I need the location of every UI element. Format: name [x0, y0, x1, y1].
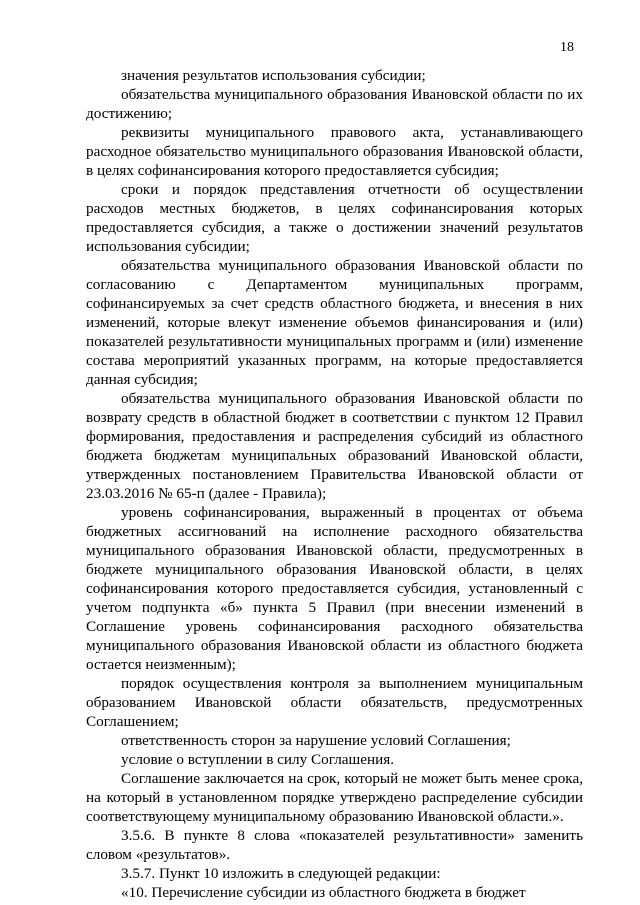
paragraph-responsibility: ответственность сторон за нарушение условий Соглашения; [121, 732, 511, 749]
paragraph-clause-3-5-6: 3.5.6. В пункте 8 слова «показателей результативности» заменить словом «результатов». [86, 827, 583, 863]
paragraph-funds-return: обязательства муниципального образования Ивановской области по возврату средств в областной бюджет в соответствии с пунктом 12 Правил формирования, предоставления и распределения субсидий из областного бюджета бюджетам муниципальных образований Ивановской области, утвержденных постановлением Правительства Ивановской области от 23.03.2016 № 65-п (далее - Правила); [86, 390, 583, 502]
paragraph-program-coordination: обязательства муниципального образования Ивановской области по согласованию с Департаментом муниципальных программ, софинансируемых за счет средств областного бюджета, и внесения в них изменений, которые влекут изменение объемов финансирования и (или) показателей результативности муниципальных программ и (или) изменение состава мероприятий указанных программ, на которые предоставляется данная субсидия; [86, 257, 583, 388]
paragraph-clause-3-5-7: 3.5.7. Пункт 10 изложить в следующей редакции: [121, 865, 441, 882]
paragraph-results-values: значения результатов использования субсидии; [121, 67, 426, 84]
paragraph-clause-10-start: «10. Перечисление субсидии из областного бюджета в бюджет [121, 884, 526, 901]
document-body [86, 66, 583, 902]
paragraph-achievement-obligations: обязательства муниципального образования Ивановской области по их достижению; [86, 86, 583, 122]
paragraph-cofinancing-level: уровень софинансирования, выраженный в процентах от объема бюджетных ассигнований на исполнение расходного обязательства муниципального образования Ивановской области, предусмотренных в бюджете муниципального образования Ивановской области, в целях софинансирования которого предоставляется субсидия, установленный с учетом подпункта «б» пункта 5 Правил (при внесении изменений в Соглашение уровень софинансирования расходного обязательства муниципального образования Ивановской области из областного бюджета остается неизменным); [86, 504, 583, 673]
paragraph-reporting-terms: сроки и порядок представления отчетности об осуществлении расходов местных бюджетов, в целях софинансирования которых предоставляется субсидия, а также о достижении значений результатов использования субсидии; [86, 181, 583, 255]
paragraph-agreement-term: Соглашение заключается на срок, который не может быть менее срока, на который в установленном порядке утверждено распределение субсидии соответствующему муниципальному образованию Ивановской области.». [86, 770, 583, 825]
paragraph-legal-act-details: реквизиты муниципального правового акта, устанавливающего расходное обязательство муниципального образования Ивановской области, в целях софинансирования которого предоставляется субсидия; [86, 124, 583, 179]
paragraph-control-procedure: порядок осуществления контроля за выполнением муниципальным образованием Ивановской области обязательств, предусмотренных Соглашением; [86, 675, 583, 730]
page-number: 18 [560, 40, 574, 55]
paragraph-entry-into-force: условие о вступлении в силу Соглашения. [121, 751, 394, 768]
